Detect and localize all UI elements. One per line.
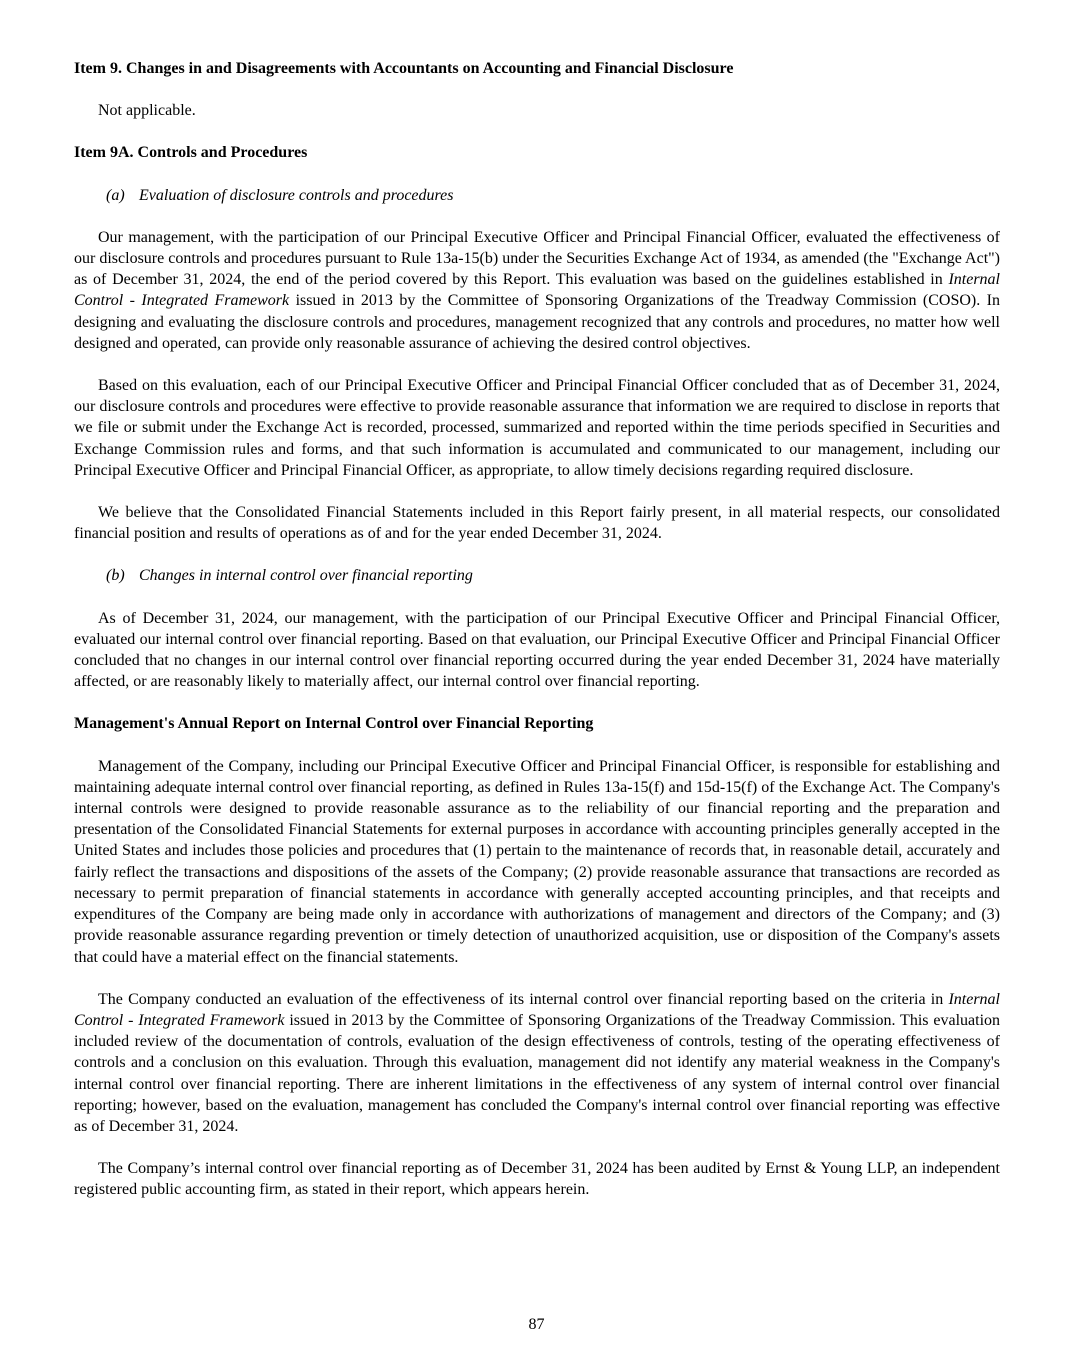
subsection-b-title: Changes in internal control over financial reporting [139, 567, 473, 585]
framework-title: Internal Control - Integrated Framework [74, 271, 1000, 310]
disclosure-evaluation-paragraph [74, 227, 1000, 354]
subsection-a-title: Evaluation of disclosure controls and procedures [139, 186, 454, 204]
page-number: 87 [528, 1316, 545, 1333]
paragraph-text: The Company conducted an evaluation of the effectiveness of its internal control over financial reporting based on the criteria in [98, 990, 949, 1008]
subsection-a-heading [106, 185, 1000, 206]
paragraph-text: issued in 2013 by the Committee of Sponsoring Organizations of the Treadway Commission. This evaluation included review of the documentation of controls, evaluation of the design effectiveness of controls, testing of the operating effectiveness of controls and a conclusion on this evaluation. Through this evaluation, management did not identify any material weakness in the Company's internal control over financial reporting. There are inherent limitations in the effectiveness of any system of internal control over financial reporting; however, based on the evaluation, management has concluded the Company's internal control over financial reporting was effective as of December 31, 2024. [74, 1011, 1001, 1135]
framework-title: Internal Control - Integrated Framework [74, 990, 1000, 1029]
internal-control-changes-paragraph: As of December 31, 2024, our management, with the participation of our Principal Executive Officer and Principal Financial Officer, evaluated our internal control over financial reporting. Based on that evaluation, our Principal Executive Officer and Principal Financial Officer concluded that no changes in our internal control over financial reporting occurred during the year ended December 31, 2024 have materially affected, or are reasonably likely to materially affect, our internal control over financial reporting. [74, 609, 1000, 691]
financial-statements-paragraph: We believe that the Consolidated Financial Statements included in this Report fairly present, in all material respects, our consolidated financial position and results of operations as of and for the year ended December 31, 2024. [74, 504, 1000, 543]
paragraph-text: Our management, with the participation of our Principal Executive Officer and Principal Financial Officer, evaluated the effectiveness of our disclosure controls and procedures pursuant to Rule 13a-15(b) under the Securities Exchange Act of 1934, as amended (the "Exchange Act") as of December 31, 2024, the end of the period covered by this Report. This evaluation was based on the guidelines established in [74, 228, 1000, 289]
subsection-b-heading [106, 565, 1000, 586]
disclosure-conclusion-paragraph: Based on this evaluation, each of our Principal Executive Officer and Principal Financial Officer concluded that as of December 31, 2024, our disclosure controls and procedures were effective to provide reasonable assurance that information we are required to disclose in reports that we file or submit under the Exchange Act is recorded, processed, summarized and reported within the time periods specified in Securities and Exchange Commission rules and forms, and that such information is accumulated and communicated to our management, including our Principal Executive Officer and Principal Financial Officer, as appropriate, to allow timely decisions regarding required disclosure. [74, 377, 1000, 479]
auditor-paragraph: The Company’s internal control over financial reporting as of December 31, 2024 has been audited by Ernst & Young LLP, an independent registered public accounting firm, as stated in their report, which appears herein. [74, 1160, 1000, 1199]
subsection-b-marker: (b) [106, 567, 125, 585]
management-report-heading: Management's Annual Report on Internal Control over Financial Reporting [74, 715, 594, 733]
management-responsibility-paragraph: Management of the Company, including our Principal Executive Officer and Principal Financial Officer, is responsible for establishing and maintaining adequate internal control over financial reporting, as defined in Rules 13a-15(f) and 15d-15(f) of the Exchange Act. The Company's internal controls were designed to provide reasonable assurance as to the reliability of our financial reporting and the preparation and presentation of the Consolidated Financial Statements for external purposes in accordance with accounting principles generally accepted in the United States and includes those policies and procedures that (1) pertain to the maintenance of records that, in reasonable detail, accurately and fairly reflect the transactions and dispositions of the assets of the Company; (2) provide reasonable assurance that transactions are recorded as necessary to permit preparation of financial statements in accordance with generally accepted accounting principles, and that receipts and expenditures of the Company are being made only in accordance with authorizations of management and directors of the Company; and (3) provide reasonable assurance regarding prevention or timely detection of unauthorized acquisition, use or disposition of the Company's assets that could have a material effect on the financial statements. [74, 757, 1000, 966]
item-9a-heading: Item 9A. Controls and Procedures [74, 144, 308, 162]
management-evaluation-paragraph [74, 989, 1000, 1137]
item-9-heading: Item 9. Changes in and Disagreements with Accountants on Accounting and Financial Disclosure [74, 60, 734, 77]
subsection-a-marker: (a) [106, 186, 125, 204]
item-9-body: Not applicable. [98, 102, 196, 120]
paragraph-text: issued in 2013 by the Committee of Sponsoring Organizations of the Treadway Commission (COSO). In designing and evaluating the disclosure controls and procedures, management recognized that any controls and procedures, no matter how well designed and operated, can provide only reasonable assurance of achieving the desired control objectives. [74, 292, 1000, 352]
document-page [74, 58, 1000, 1222]
